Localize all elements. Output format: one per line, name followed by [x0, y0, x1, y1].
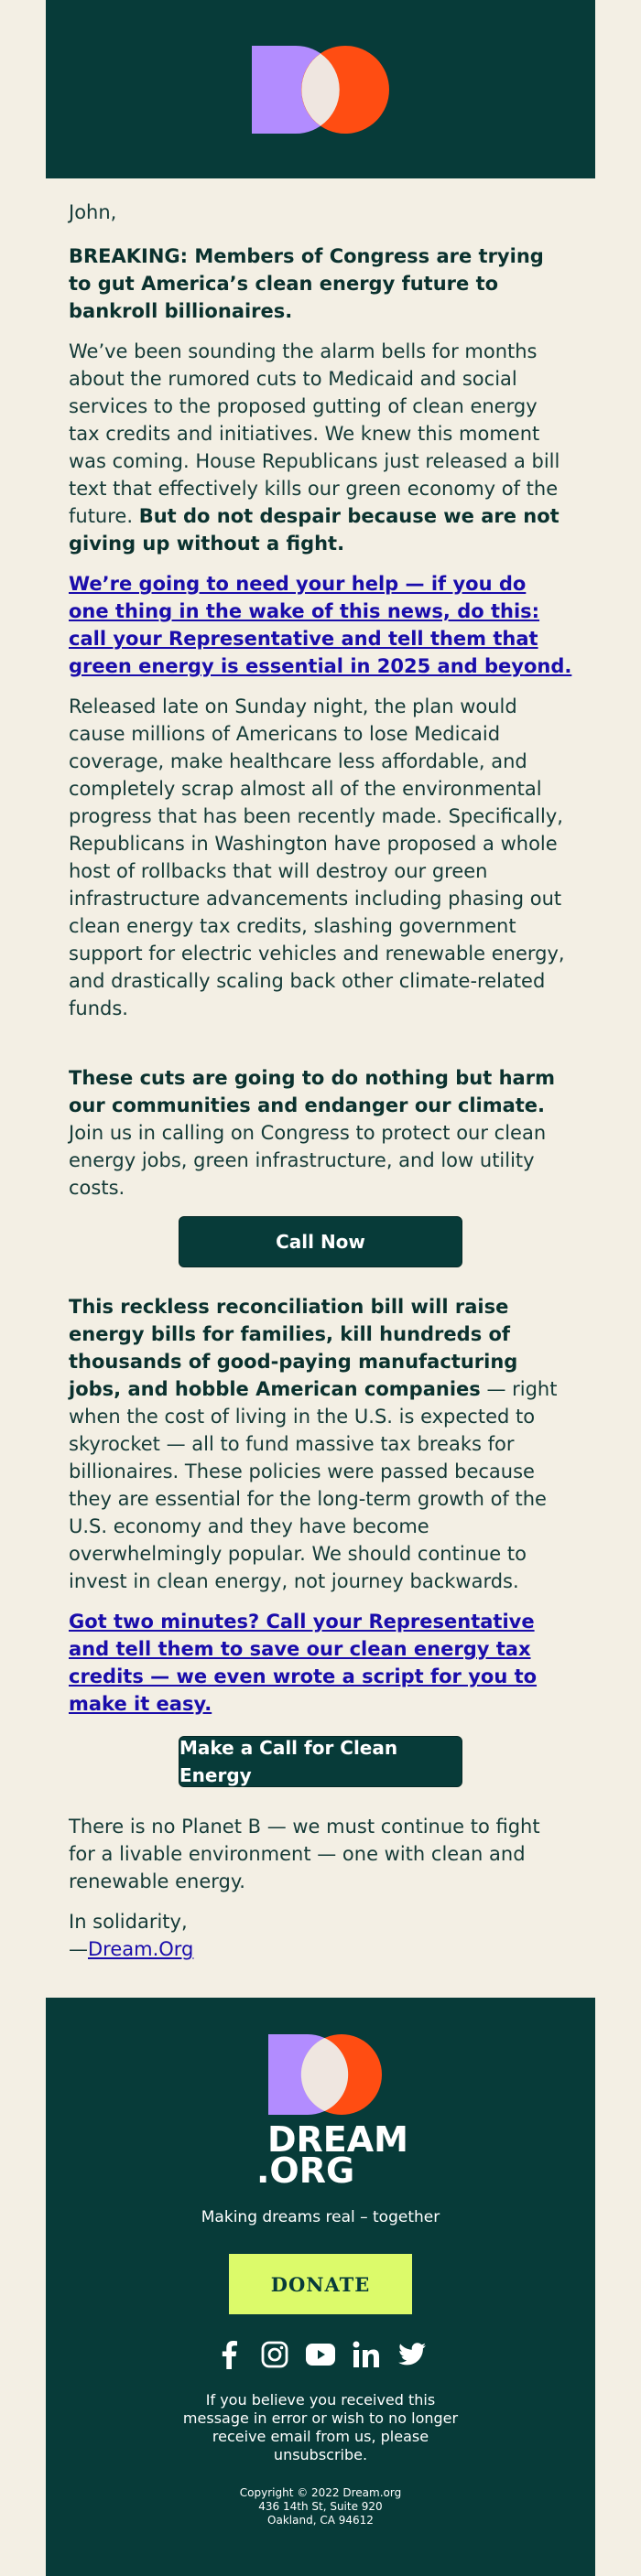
email-body: [46, 178, 595, 1972]
signoff-text: In solidarity,: [69, 1911, 188, 1933]
donate-button[interactable]: DONATE: [229, 2254, 412, 2314]
paragraph-plan: Released late on Sunday night, the plan would cause millions of Americans to lose Medicaid coverage, make healthcare less affordable, and completely scrap almost all of the environmental progress that has been recently made. Specifically, Republicans in Washington have proposed a whole host of rollbacks that will destroy our green infrastructure advancements including phasing out clean energy tax credits, slashing government support for electric vehicles and renewable energy, and drastically scaling back other climate-related funds.: [69, 695, 565, 1019]
linkedin-icon[interactable]: [352, 2340, 381, 2369]
dream-logo-icon: [252, 46, 389, 134]
instagram-icon[interactable]: [260, 2340, 289, 2369]
script-link-paragraph: [69, 1608, 572, 1718]
paragraph-reconciliation: This reckless reconciliation bill will raise energy bills for families, kill hundreds of thousands of good-paying manufacturing jobs, and hobble American companies — right when the cost of living in the U.S. is expected to skyrocket — all to fund massive tax breaks for billionaires. These policies were passed because they are essential for the long-term growth of the U.S. economy and they have become overwhelmingly popular. We should continue to invest in clean energy, not journey backwards.: [69, 1296, 558, 1592]
paragraph-planet-b: There is no Planet B — we must continue to fight for a livable environment — one with clean and renewable energy.: [69, 1816, 540, 1892]
email-header: [46, 0, 595, 178]
email-container: [46, 0, 595, 2576]
breaking-headline: BREAKING: Members of Congress are trying to gut America’s clean energy future to bankroll billionaires.: [69, 245, 544, 322]
call-script-link[interactable]: Got two minutes? Call your Representative and tell them to save our clean energy tax credits — we even wrote a script for you to make it easy.: [69, 1611, 538, 1715]
email-footer: [46, 1998, 595, 2576]
dream-org-link[interactable]: Dream.Org: [88, 1938, 194, 1960]
logo-text-dream: DREAM: [267, 2119, 408, 2160]
copyright: Copyright © 2022 Dream.org: [239, 2486, 402, 2499]
paragraph-cuts: These cuts are going to do nothing but harm our communities and endanger our climate. Join us in calling on Congress to protect our clean energy jobs, green infrastructure, and low utility costs.: [69, 1067, 555, 1199]
twitter-icon[interactable]: [397, 2340, 427, 2369]
youtube-icon[interactable]: [306, 2340, 335, 2369]
paragraph-alarm: We’ve been sounding the alarm bells for months about the rumored cuts to Medicaid and social services to the proposed gutting of clean energy tax credits and initiatives. We knew this moment was coming. House Republicans just released a bill text that effectively kills our green economy of the future. But do not despair because we are not giving up without a fight.: [69, 340, 560, 555]
signoff: [69, 1908, 572, 1963]
social-links: [214, 2340, 427, 2369]
call-now-button[interactable]: Call Now: [179, 1216, 462, 1267]
signature-dash: —: [69, 1938, 88, 1960]
facebook-icon[interactable]: [214, 2340, 244, 2369]
dream-org-logo: [256, 2034, 408, 2191]
make-a-call-button[interactable]: Make a Call for Clean Energy: [179, 1736, 462, 1787]
unsubscribe-disclaimer[interactable]: If you believe you received this message in error or wish to no longer receive email from us, please unsubscribe.: [182, 2391, 459, 2463]
footer-tagline: Making dreams real – together: [201, 2208, 440, 2226]
call-representative-link[interactable]: We’re going to need your help — if you do one thing in the wake of this news, do this: call your Representative and tell them that green energy is essential in 2025 and beyond.: [69, 573, 572, 677]
address-line-2: Oakland, CA 94612: [267, 2514, 374, 2527]
callout-link-paragraph: [69, 570, 572, 680]
address-line-1: 436 14th St, Suite 920: [258, 2500, 383, 2513]
greeting: John,: [69, 201, 117, 223]
logo-text-org: .ORG: [256, 2150, 355, 2191]
footer-address: [240, 2486, 401, 2527]
